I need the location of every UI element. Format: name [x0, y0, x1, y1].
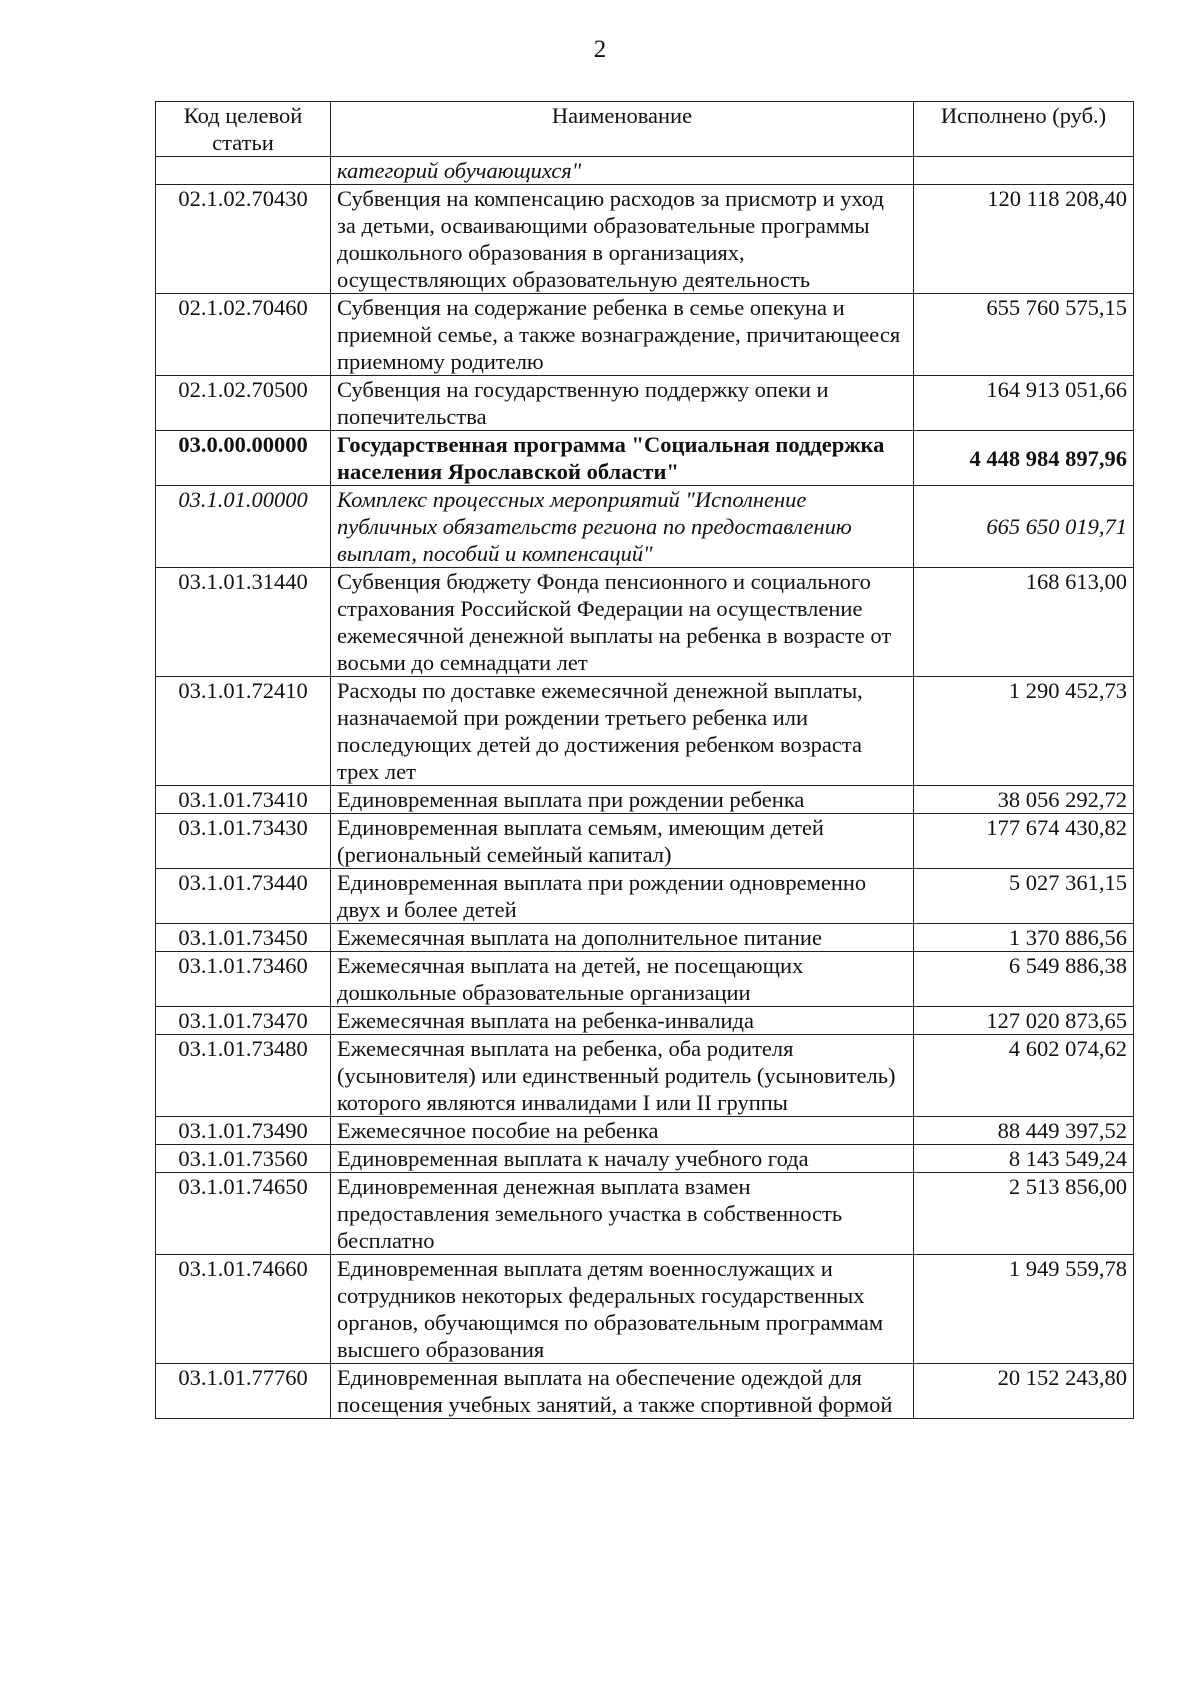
amount-cell: 177 674 430,82 [914, 814, 1134, 869]
header-code: Код целевой статьи [156, 102, 331, 157]
table-row [156, 568, 1134, 677]
table-row [156, 1255, 1134, 1364]
name-cell: Единовременная выплата к началу учебного года [331, 1145, 914, 1173]
code-cell: 03.0.00.00000 [156, 431, 331, 486]
code-cell: 03.1.01.00000 [156, 486, 331, 568]
name-cell: Субвенция бюджету Фонда пенсионного и социального страхования Российской Федерации на осуществление ежемесячной денежной выплаты на ребенка в возрасте от восьми до семнадцати лет [331, 568, 914, 677]
amount-cell: 164 913 051,66 [914, 376, 1134, 431]
name-cell: Субвенция на государственную поддержку опеки и попечительства [331, 376, 914, 431]
name-cell: Единовременная выплата детям военнослужащих и сотрудников некоторых федеральных государственных органов, обучающимся по образовательным программам высшего образования [331, 1255, 914, 1364]
code-cell: 03.1.01.73480 [156, 1035, 331, 1117]
name-cell: Единовременная выплата на обеспечение одеждой для посещения учебных занятий, а также спортивной формой [331, 1364, 914, 1419]
name-cell: Единовременная выплата при рождении ребенка [331, 786, 914, 814]
amount-cell [914, 157, 1134, 185]
header-name: Наименование [331, 102, 914, 157]
name-cell: категорий обучающихся" [331, 157, 914, 185]
name-cell: Ежемесячное пособие на ребенка [331, 1117, 914, 1145]
name-cell: Государственная программа "Социальная поддержка населения Ярославской области" [331, 431, 914, 486]
name-cell: Комплекс процессных мероприятий "Исполнение публичных обязательств региона по предоставлению выплат, пособий и компенсаций" [331, 486, 914, 568]
name-cell: Единовременная выплата семьям, имеющим детей (региональный семейный капитал) [331, 814, 914, 869]
code-cell: 03.1.01.72410 [156, 677, 331, 786]
amount-cell: 88 449 397,52 [914, 1117, 1134, 1145]
table-row [156, 376, 1134, 431]
code-cell: 03.1.01.73450 [156, 924, 331, 952]
amount-cell: 5 027 361,15 [914, 869, 1134, 924]
code-cell: 02.1.02.70430 [156, 185, 331, 294]
amount-cell: 1 949 559,78 [914, 1255, 1134, 1364]
name-cell: Единовременная денежная выплата взамен предоставления земельного участка в собственность бесплатно [331, 1173, 914, 1255]
amount-cell: 1 290 452,73 [914, 677, 1134, 786]
amount-cell: 1 370 886,56 [914, 924, 1134, 952]
amount-cell: 4 602 074,62 [914, 1035, 1134, 1117]
amount-cell: 127 020 873,65 [914, 1007, 1134, 1035]
code-cell: 03.1.01.73430 [156, 814, 331, 869]
code-cell: 03.1.01.74660 [156, 1255, 331, 1364]
code-cell: 03.1.01.77760 [156, 1364, 331, 1419]
page-number: 2 [593, 36, 607, 63]
code-cell: 02.1.02.70460 [156, 294, 331, 376]
header-amount: Исполнено (руб.) [914, 102, 1134, 157]
table-row [156, 786, 1134, 814]
table-row [156, 157, 1134, 185]
code-cell: 03.1.01.73460 [156, 952, 331, 1007]
budget-table [155, 101, 1134, 1419]
amount-cell: 655 760 575,15 [914, 294, 1134, 376]
table-header-row [156, 102, 1134, 157]
table-row [156, 814, 1134, 869]
table-row [156, 1117, 1134, 1145]
name-cell: Ежемесячная выплата на детей, не посещающих дошкольные образовательные организации [331, 952, 914, 1007]
code-cell: 03.1.01.73470 [156, 1007, 331, 1035]
name-cell: Единовременная выплата при рождении одновременно двух и более детей [331, 869, 914, 924]
name-cell: Ежемесячная выплата на дополнительное питание [331, 924, 914, 952]
name-cell: Ежемесячная выплата на ребенка, оба родителя (усыновителя) или единственный родитель (усыновитель) которого являются инвалидами I или II группы [331, 1035, 914, 1117]
code-cell: 03.1.01.73440 [156, 869, 331, 924]
amount-cell: 665 650 019,71 [914, 486, 1134, 568]
table-row [156, 431, 1134, 486]
table-row [156, 869, 1134, 924]
table-row [156, 1145, 1134, 1173]
code-cell: 03.1.01.74650 [156, 1173, 331, 1255]
name-cell: Субвенция на содержание ребенка в семье опекуна и приемной семье, а также вознаграждение, причитающееся приемному родителю [331, 294, 914, 376]
code-cell [156, 157, 331, 185]
table-row [156, 185, 1134, 294]
name-cell: Субвенция на компенсацию расходов за присмотр и уход за детьми, осваивающими образовательные программы дошкольного образования в организациях, осуществляющих образовательную деятельность [331, 185, 914, 294]
code-cell: 03.1.01.73410 [156, 786, 331, 814]
table-row [156, 294, 1134, 376]
amount-cell: 6 549 886,38 [914, 952, 1134, 1007]
amount-cell: 168 613,00 [914, 568, 1134, 677]
amount-cell: 38 056 292,72 [914, 786, 1134, 814]
name-cell: Расходы по доставке ежемесячной денежной выплаты, назначаемой при рождении третьего ребенка или последующих детей до достижения ребенком возраста трех лет [331, 677, 914, 786]
code-cell: 03.1.01.73560 [156, 1145, 331, 1173]
table-row [156, 1173, 1134, 1255]
table-row [156, 1007, 1134, 1035]
amount-cell: 120 118 208,40 [914, 185, 1134, 294]
table-row [156, 1035, 1134, 1117]
amount-cell: 20 152 243,80 [914, 1364, 1134, 1419]
table-row [156, 486, 1134, 568]
table-row [156, 1364, 1134, 1419]
table-row [156, 952, 1134, 1007]
amount-cell: 2 513 856,00 [914, 1173, 1134, 1255]
name-cell: Ежемесячная выплата на ребенка-инвалида [331, 1007, 914, 1035]
code-cell: 02.1.02.70500 [156, 376, 331, 431]
table-row [156, 924, 1134, 952]
amount-cell: 4 448 984 897,96 [914, 431, 1134, 486]
table-row [156, 677, 1134, 786]
amount-cell: 8 143 549,24 [914, 1145, 1134, 1173]
code-cell: 03.1.01.73490 [156, 1117, 331, 1145]
code-cell: 03.1.01.31440 [156, 568, 331, 677]
